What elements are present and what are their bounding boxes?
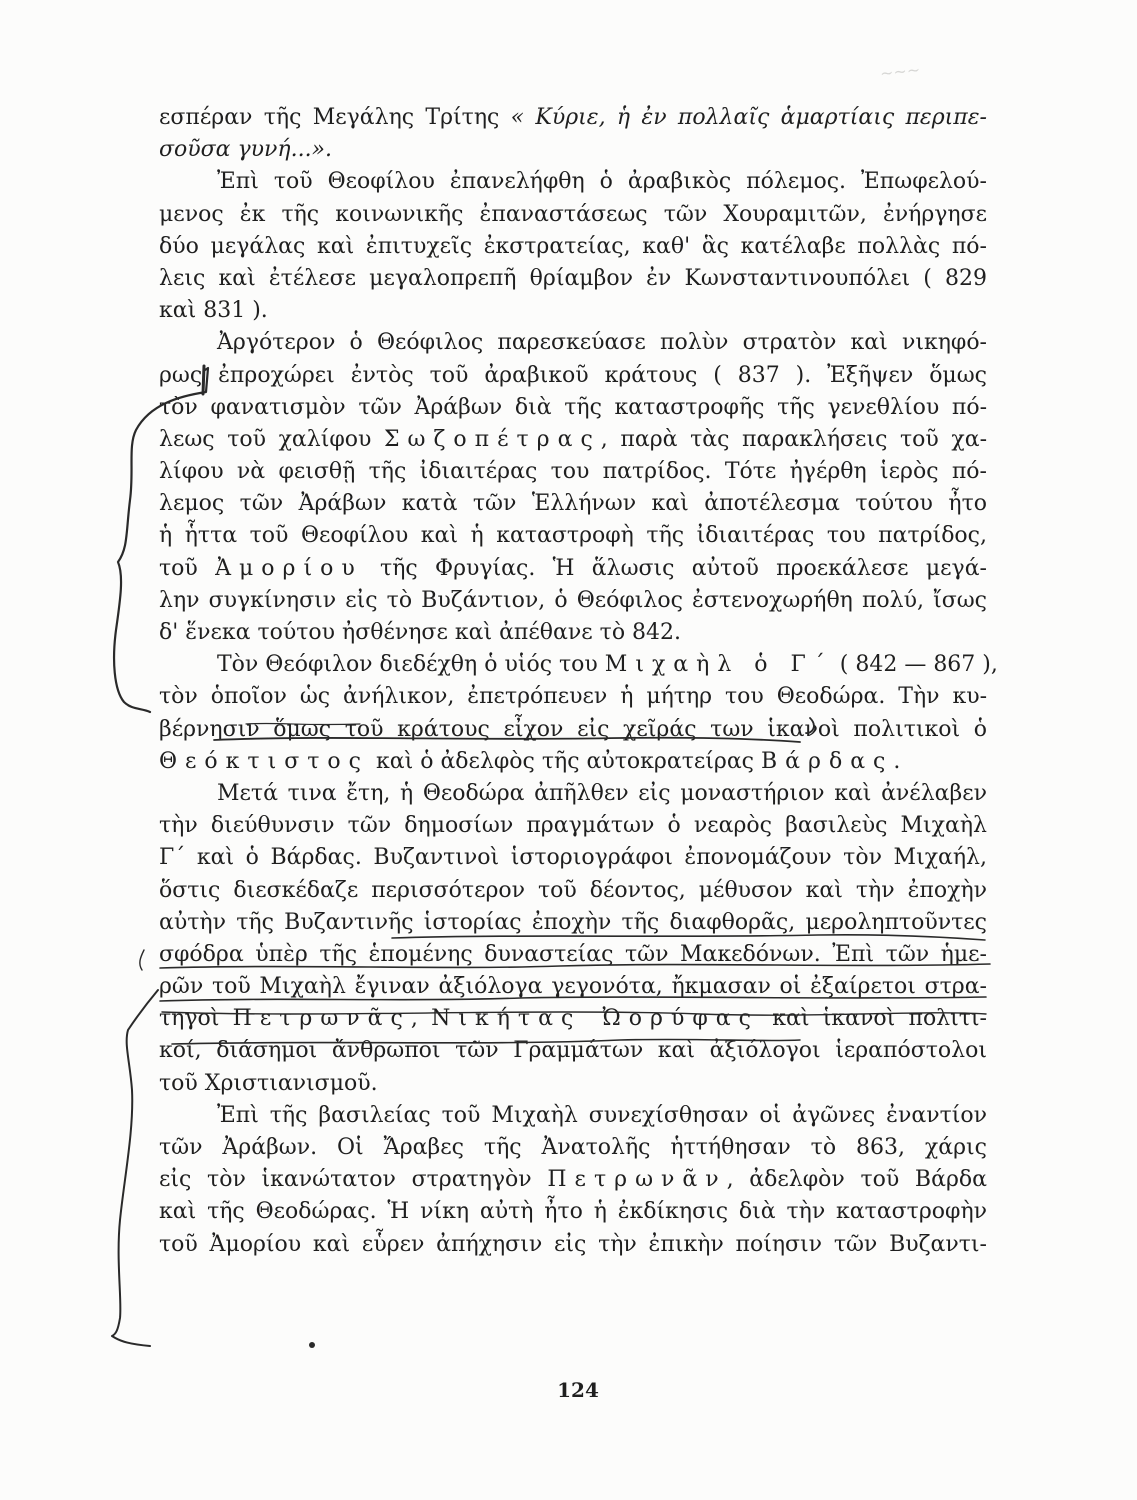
text-line: Τὸν Θεόφιλον διεδέχθη ὁ υἱός του Μιχαὴλ ὁ Γ΄ ( 842 — 867 ), xyxy=(217,652,998,678)
text-line: δύο μεγάλας καὶ ἐπιτυχεῖς ἐκστρατείας, καθ' ἃς κατέλαβε πολλὰς πό- xyxy=(159,233,987,259)
text-line: καὶ τῆς Θεοδώρας. Ἡ νίκη αὐτὴ ἦτο ἡ ἐκδίκησις διὰ τὴν καταστροφὴν xyxy=(159,1199,987,1225)
page-number: 124 xyxy=(557,1378,599,1402)
text-line: καὶ 831 ). xyxy=(159,298,268,324)
text-line: μενος ἐκ τῆς κοινωνικῆς ἐπαναστάσεως τῶν Χουραμιτῶν, ἐνήργησε xyxy=(159,201,987,227)
text-line: σοῦσα γυνή...». xyxy=(159,137,333,163)
text-line: τὸν φανατισμὸν τῶν Ἀράβων διὰ τῆς καταστροφῆς τῆς γενεθλίου πό- xyxy=(159,394,987,420)
text-line: βέρνησιν ὅμως τοῦ κράτους εἶχον εἰς χεῖράς των ἱκανοὶ πολιτικοὶ ὁ xyxy=(159,716,987,742)
text-line: δ' ἕνεκα τούτου ἠσθένησε καὶ ἀπέθανε τὸ 842. xyxy=(159,620,682,645)
text-line: σφόδρα ὑπὲρ τῆς ἑπομένης δυναστείας τῶν Μακεδόνων. Ἐπὶ τῶν ἡμε- xyxy=(159,941,987,967)
text-line: τῶν Ἀράβων. Οἱ Ἄραβες τῆς Ἀνατολῆς ἡττήθησαν τὸ 863, χάρις xyxy=(159,1135,987,1160)
text-line: Θεόκτιστος καὶ ὁ ἀδελφὸς τῆς αὐτοκρατείρας Βάρδας. xyxy=(159,748,909,774)
text-line: λεις καὶ ἐτέλεσε μεγαλοπρεπῆ θρίαμβον ἐν Κωνσταντινουπόλει ( 829 xyxy=(159,265,987,291)
text-line: λην συγκίνησιν εἰς τὸ Βυζάντιον, ὁ Θεόφιλος ἐστενοχωρήθη πολύ, ἴσως xyxy=(159,587,987,613)
text-line: λίφου νὰ φεισθῇ τῆς ἰδιαιτέρας του πατρίδος. Τότε ἠγέρθη ἱερὸς πό- xyxy=(159,459,987,485)
text-line: τὴν διεύθυνσιν τῶν δημοσίων πραγμάτων ὁ νεαρὸς βασιλεὺς Μιχαὴλ xyxy=(159,813,987,839)
text-line: Μετά τινα ἔτη, ἡ Θεοδώρα ἀπῆλθεν εἰς μοναστήριον καὶ ἀνέλαβεν xyxy=(217,780,987,806)
text-line: εσπέραν τῆς Μεγάλης Τρίτης « Κύριε, ἡ ἐν πολλαῖς ἁμαρτίαις περιπε- xyxy=(159,105,987,130)
body-text xyxy=(159,102,998,1261)
text-line: Ἀργότερον ὁ Θεόφιλος παρεσκεύασε πολὺν στρατὸν καὶ νικηφό- xyxy=(217,330,987,356)
text-line: Γ΄ καὶ ὁ Βάρδας. Βυζαντινοὶ ἱστοριογράφοι ἐπονομάζουν τὸν Μιχαήλ, xyxy=(159,845,987,871)
text-line: αὐτὴν τῆς Βυζαντινῆς ἱστορίας ἐποχὴν τῆς διαφθορᾶς, μεροληπτοῦντες xyxy=(159,909,987,935)
text-line: τηγοὶ Πετρωνᾶς, Νικήτας Ὠορύφας καὶ ἱκανοὶ πολιτι- xyxy=(159,1006,987,1032)
text-line: Ἐπὶ τῆς βασιλείας τοῦ Μιχαὴλ συνεχίσθησαν οἱ ἀγῶνες ἐναντίον xyxy=(217,1102,987,1128)
text-line: λεως τοῦ χαλίφου Σωζοπέτρας, παρὰ τὰς παρακλήσεις τοῦ χα- xyxy=(159,426,987,452)
text-line: λεμος τῶν Ἀράβων κατὰ τῶν Ἑλλήνων καὶ ἀποτέλεσμα τούτου ἦτο xyxy=(159,491,987,517)
text-line: ρως ἐπροχώρει ἐντὸς τοῦ ἀραβικοῦ κράτους ( 837 ). Ἐξῆψεν ὅμως xyxy=(159,362,987,388)
text-line: τὸν ὁποῖον ὡς ἀνήλικον, ἐπετρόπευεν ἡ μήτηρ του Θεοδώρα. Τὴν κυ- xyxy=(159,684,987,710)
text-line: εἰς τὸν ἱκανώτατον στρατηγὸν Πετρωνᾶν, ἀδελφὸν τοῦ Βάρδα xyxy=(159,1167,987,1193)
text-line: τοῦ Ἀμορίου καὶ εὗρεν ἀπήχησιν εἰς τὴν ἐπικὴν ποίησιν τῶν Βυζαντι- xyxy=(159,1231,987,1257)
text-line: τοῦ Ἀμορίου τῆς Φρυγίας. Ἡ ἅλωσις αὐτοῦ προεκάλεσε μεγά- xyxy=(159,555,987,581)
text-line: ἡ ἧττα τοῦ Θεοφίλου καὶ ἡ καταστροφὴ τῆς ἰδιαιτέρας του πατρίδος, xyxy=(159,523,987,549)
text-line: τοῦ Χριστιανισμοῦ. xyxy=(159,1070,378,1096)
margin-brace-lower xyxy=(112,990,158,1346)
text-line: Ἐπὶ τοῦ Θεοφίλου ἐπανελήφθη ὁ ἀραβικὸς πόλεμος. Ἐπωφελού- xyxy=(217,169,987,195)
text-line: ὅστις διεσκέδαζε περισσότερον τοῦ δέοντος, μέθυσον καὶ τὴν ἐποχὴν xyxy=(159,877,987,903)
text-line: ρῶν τοῦ Μιχαὴλ ἔγιναν ἀξιόλογα γεγονότα, ἤκμασαν οἱ ἐξαίρετοι στρα- xyxy=(159,974,987,1000)
text-line: κοί, διάσημοι ἄνθρωποι τῶν Γραμμάτων καὶ ἀξιόλογοι ἱεραπόστολοι xyxy=(159,1038,987,1064)
bleed-through-handwriting: ~~~ xyxy=(879,59,922,84)
